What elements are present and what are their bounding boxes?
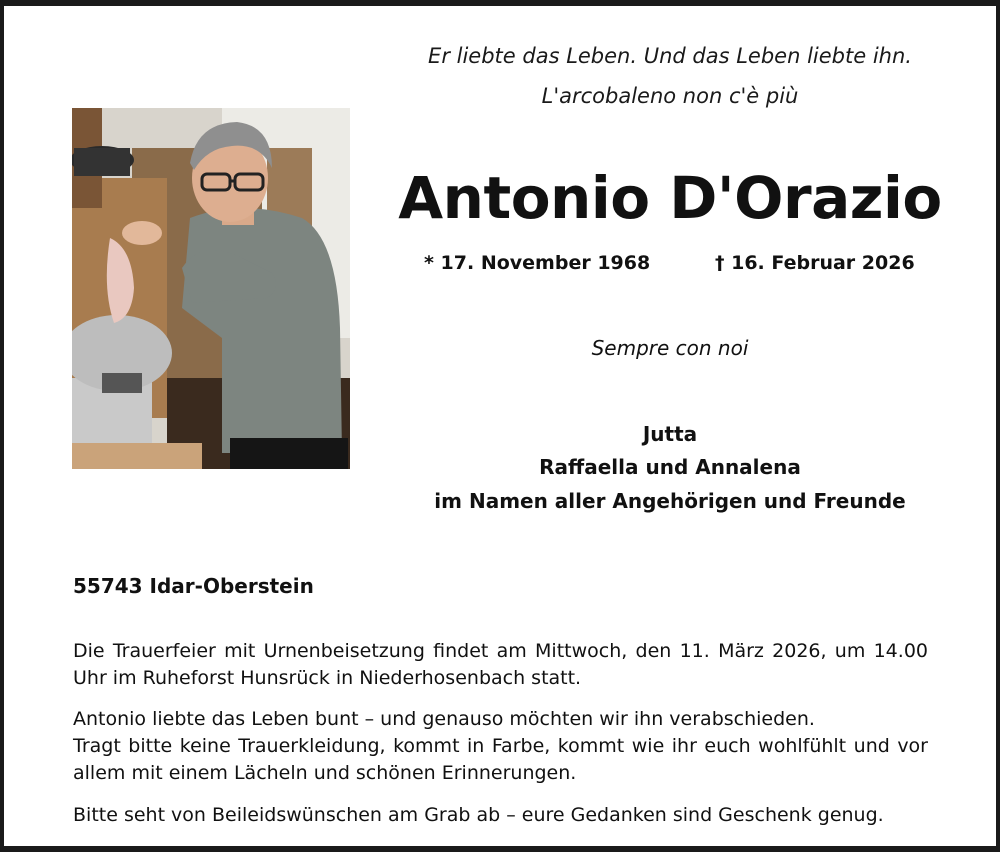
birth-date: * 17. November 1968 bbox=[424, 252, 651, 274]
wish-paragraph bbox=[73, 706, 928, 787]
place-address: 55743 Idar-Oberstein bbox=[73, 574, 314, 598]
motto: Sempre con noi bbox=[591, 336, 749, 360]
family-line-2: Raffaella und Annalena bbox=[539, 455, 801, 479]
quote-italian: L'arcobaleno non c'è più bbox=[541, 84, 799, 108]
death-date: † 16. Februar 2026 bbox=[715, 252, 915, 274]
deceased-name: Antonio D'Orazio bbox=[398, 164, 942, 232]
quote-german: Er liebte das Leben. Und das Leben liebte ihn. bbox=[428, 44, 912, 68]
wish-line-2: Tragt bitte keine Trauerkleidung, kommt in Farbe, kommt wie ihr euch wohlfühlt und vor allem mit einem Lächeln und schönen Erinnerungen. bbox=[73, 735, 928, 784]
ceremony-paragraph: Die Trauerfeier mit Urnenbeisetzung findet am Mittwoch, den 11. März 2026, um 14.00 Uhr im Ruheforst Hunsrück in Niederhosenbach statt. bbox=[73, 640, 928, 689]
family-line-3: im Namen aller Angehörigen und Freunde bbox=[434, 489, 906, 513]
condolence-paragraph: Bitte seht von Beileidswünschen am Grab ab – eure Gedanken sind Geschenk genug. bbox=[73, 804, 884, 826]
wish-line-1: Antonio liebte das Leben bunt – und genauso möchten wir ihn verabschieden. bbox=[73, 708, 815, 730]
family-line-1: Jutta bbox=[642, 422, 698, 446]
portrait-photo bbox=[72, 108, 350, 469]
